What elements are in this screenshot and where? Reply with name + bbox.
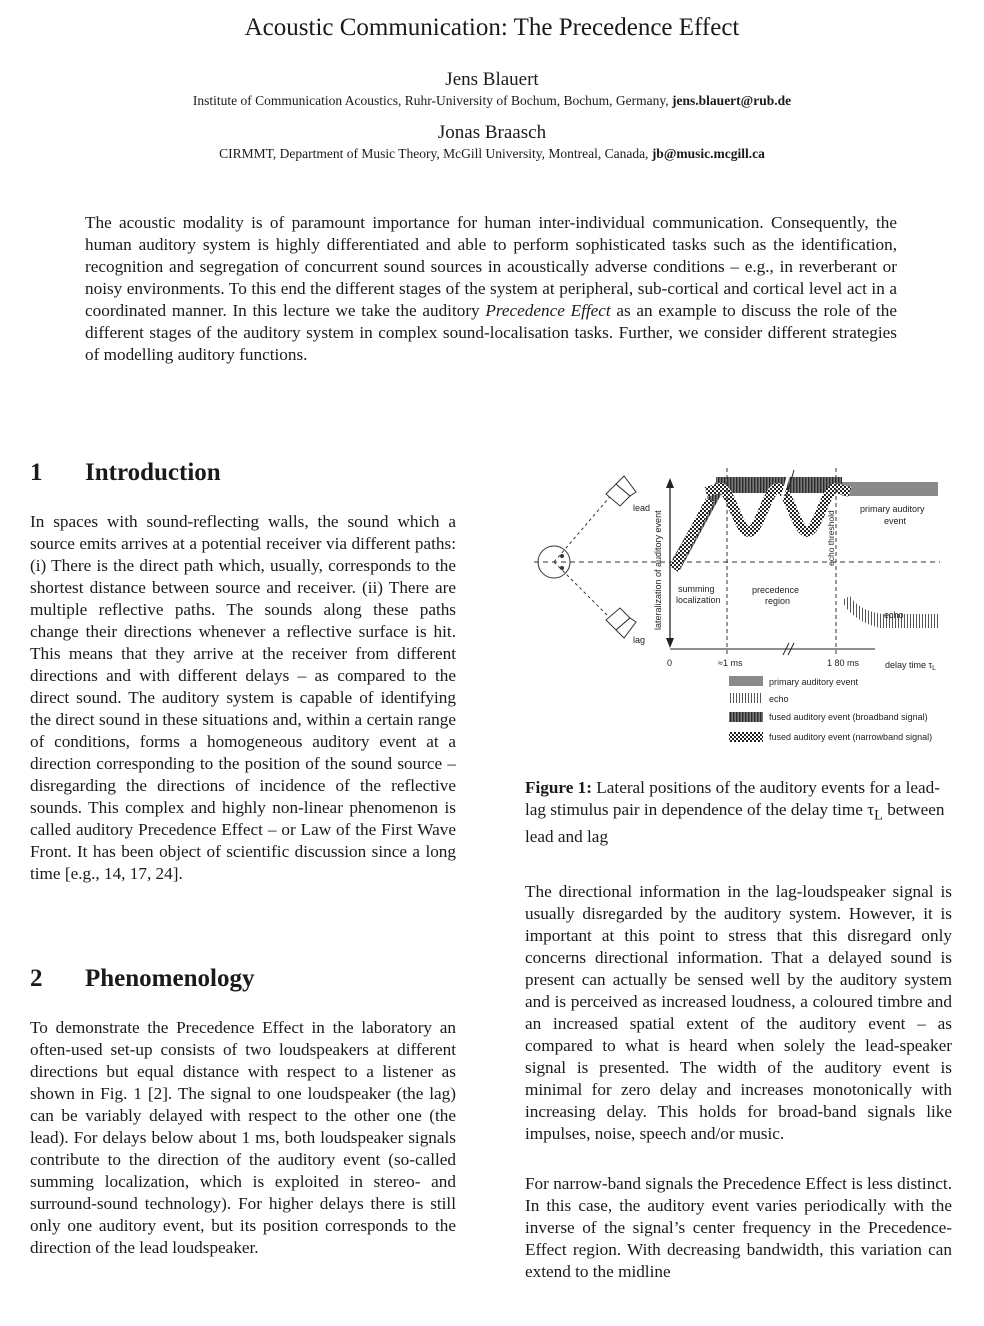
primary-event-label-1: primary auditory — [860, 504, 925, 514]
legend-swatch-narrowband — [729, 732, 763, 742]
narrowband-ramp — [670, 498, 714, 572]
x-tick-0: 0 — [667, 658, 673, 668]
lag-path-line — [554, 562, 614, 622]
section-heading-phenomenology: 2 Phenomenology — [30, 965, 255, 992]
legend-swatch-echo — [729, 693, 763, 703]
summing-localization-label-1: summing — [678, 584, 715, 594]
paragraph-right-1: The directional information in the lag-loudspeaker signal is usually disregarded by the auditory system. However, it is important at this point to stress that this disregard only concerns directional information. That a delayed sound is present can actually be sensed well by the auditory system and is perceived as increased loudness, a coloured timbre and an increased spatial extent of the auditory event – as compared to what is heard when solely the lead-speaker signal is presented. The width of the auditory event is minimal for zero delay and increases monotonically with increasing delay. This holds for broad-band signals like impulses, noise, speech and/or music. — [525, 882, 952, 1143]
echo-region-label: echo — [884, 610, 904, 620]
author-affiliation-1: Institute of Communication Acoustics, Ruhr-University of Bochum, Bochum, Germany, jens.blauert@rub.de — [192, 93, 792, 108]
legend-swatch-broadband — [729, 712, 763, 722]
legend-label-primary: primary auditory event — [769, 677, 859, 687]
echo-threshold-label: echo threshold — [826, 510, 836, 566]
lead-label: lead — [633, 503, 651, 513]
author-email-1[interactable]: jens.blauert@rub.de — [672, 93, 792, 108]
lead-loudspeaker-icon — [606, 476, 636, 506]
author-name-2: Jonas Braasch — [437, 122, 547, 143]
legend-label-broadband: fused auditory event (broadband signal) — [769, 712, 928, 722]
author-affiliation-2: CIRMMT, Department of Music Theory, McGill University, Montreal, Canada, jb@music.mcgill.ca — [219, 146, 765, 161]
precedence-region-label-2: region — [765, 596, 791, 606]
figure-caption: Figure 1: Lateral positions of the auditory events for a lead-lag stimulus pair in dependence of the delay time $\tau_L$ between lead and lag — [525, 778, 945, 847]
primary-event-band — [842, 482, 938, 496]
author-email-2[interactable]: jb@music.mcgill.ca — [651, 146, 765, 161]
abstract: The acoustic modality is of paramount importance for human inter-individual communication. Consequently, the human auditory system is highly differentiated and able to perform sophisticated tasks such as the identification, recognition and segregation of concurrent sound sources in acoustically adverse conditions – e.g., in reverberant or noisy environments. To this end the different stages of the system at peripheral, sub-cortical and cortical level act in a coordinated manner. In this lecture we take the auditory Precedence Effect as an example to discuss the role of the different stages of the auditory system in complex sound-localisation tasks. Further, we consider different strategies of modelling auditory functions. — [85, 213, 897, 364]
legend-label-narrowband: fused auditory event (narrowband signal) — [769, 732, 933, 742]
precedence-effect-figure — [520, 462, 960, 752]
y-axis-label: lateralization of auditory event — [653, 510, 663, 630]
figure-legend — [729, 676, 932, 742]
author-name-1: Jens Blauert — [445, 69, 539, 90]
x-tick-1ms: ≈1 ms — [718, 658, 743, 668]
legend-swatch-primary — [729, 676, 763, 686]
summing-localization-label-2: localization — [676, 595, 721, 605]
x-tick-80ms: 1 80 ms — [827, 658, 860, 668]
section-heading-introduction: 1 Introduction — [30, 459, 221, 486]
paragraph-right-2: For narrow-band signals the Precedence Effect is less distinct. In this case, the auditory event varies periodically with the inverse of the signal’s center frequency in the Precedence-Effect region. With decreasing bandwidth, this variation can extend to the midline — [525, 1174, 952, 1281]
lead-path-line — [554, 492, 614, 562]
lag-loudspeaker-icon — [606, 608, 636, 638]
x-axis-label: delay time $\tau_L$ — [885, 660, 936, 672]
paragraph-introduction: In spaces with sound-reflecting walls, the sound which a source emits arrives at a potential receiver via different paths: (i) There is the direct path which, usually, corresponds to the shortest distance between source and receiver. (ii) There are multiple reflective paths. The sounds along these paths change their directions whenever a reflective surface is hit. This means that they arrive at the receiver from different directions and with different delays – as compared to the direct sound. The auditory system is capable of identifying the direct sound in these situations and, within a certain range of conditions, forms a homogeneous auditory event at a direction corresponding to the position of the sound source – disregarding the directions of incidence of the reflective sounds. This complex and highly non-linear phenomenon is called auditory Precedence Effect – or Law of the First Wave Front. It has been object of scientific discussion since a long time [e.g., 14, 17, 24]. — [30, 512, 456, 883]
primary-event-label-2: event — [884, 516, 907, 526]
paper-title: Acoustic Communication: The Precedence Effect — [244, 14, 740, 41]
legend-label-echo: echo — [769, 694, 789, 704]
paragraph-phenomenology: To demonstrate the Precedence Effect in the laboratory an often-used set-up consists of two loudspeakers at different directions but equal distance with respect to a listener as shown in Fig. 1 [2]. The signal to one loudspeaker (the lag) can be variably delayed with respect to the other one (the lead). For delays below about 1 ms, both loudspeaker signals contribute to the direction of the auditory event (so-called summing localization, which is exploited in stereo- and surround-sound technology). For higher delays there is still only one auditory event, but its position corresponds to the direction of the lead loudspeaker. — [30, 1018, 456, 1257]
precedence-region-label-1: precedence — [752, 585, 800, 595]
lag-label: lag — [633, 635, 646, 645]
